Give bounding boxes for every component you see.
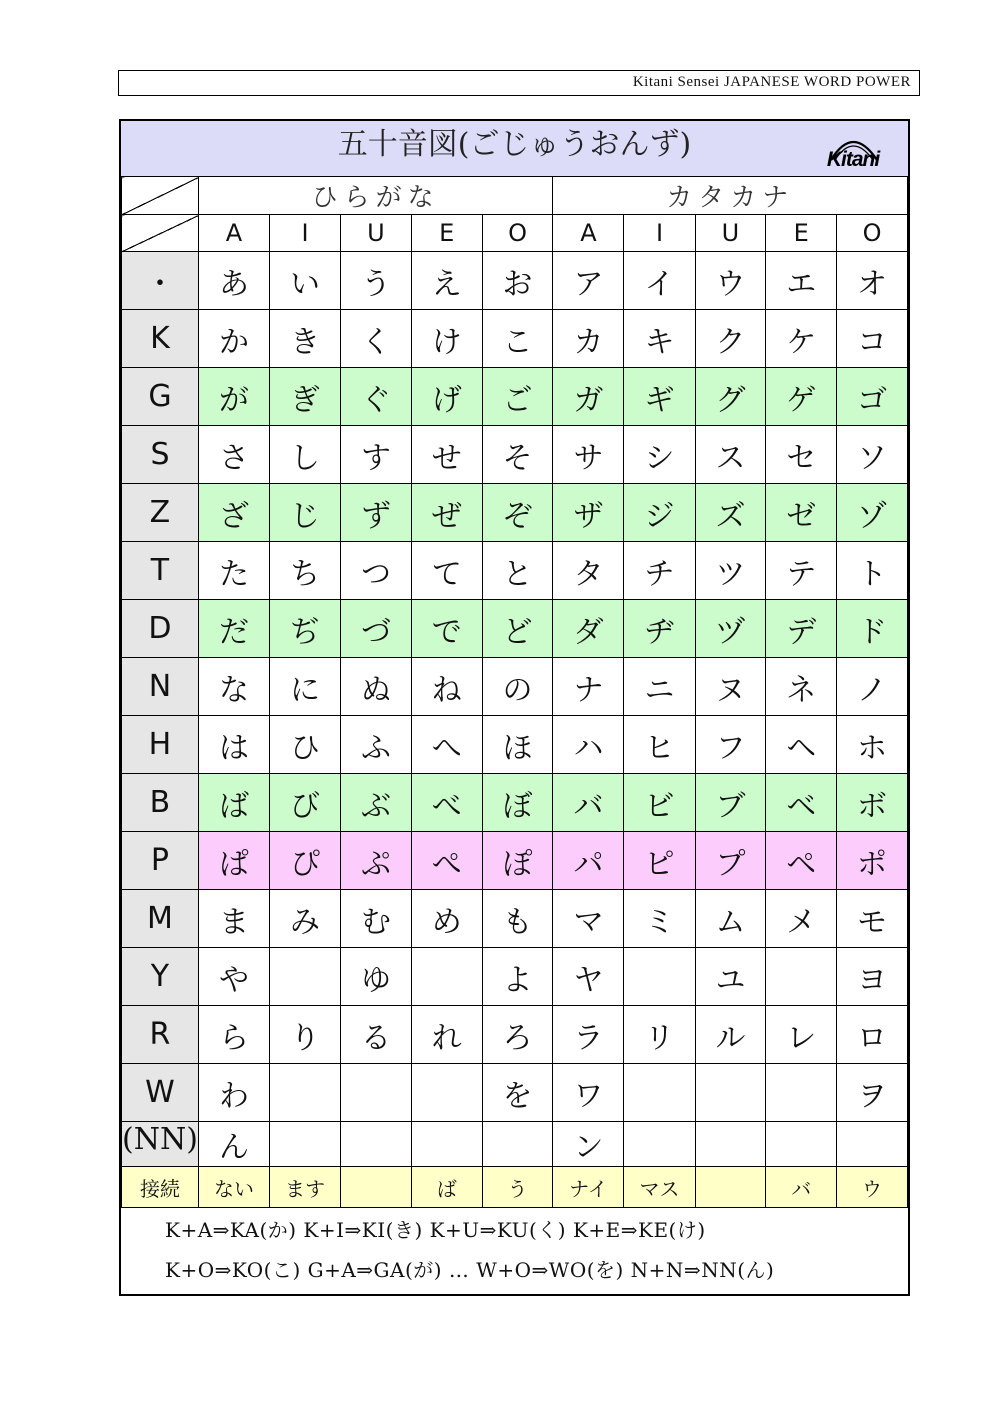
hiragana-cell: ほ <box>482 716 553 774</box>
katakana-cell: ゾ <box>837 484 908 542</box>
hiragana-cell: の <box>482 658 553 716</box>
hiragana-cell: ぴ <box>270 832 341 890</box>
katakana-cell: メ <box>766 890 837 948</box>
katakana-cell: ブ <box>695 774 766 832</box>
hiragana-cell: ら <box>198 1006 269 1064</box>
katakana-cell: オ <box>837 252 908 310</box>
katakana-cell: ク <box>695 310 766 368</box>
kana-row <box>122 948 908 1006</box>
vowel-header: E <box>766 215 837 252</box>
row-label: P <box>122 832 199 890</box>
hiragana-cell: め <box>411 890 482 948</box>
katakana-cell: ト <box>837 542 908 600</box>
katakana-cell: ガ <box>553 368 624 426</box>
hiragana-cell <box>341 1122 412 1167</box>
katakana-cell: ゼ <box>766 484 837 542</box>
hiragana-cell: は <box>198 716 269 774</box>
katakana-cell: ジ <box>624 484 695 542</box>
hiragana-cell: ぢ <box>270 600 341 658</box>
katakana-cell: デ <box>766 600 837 658</box>
kana-row <box>122 1064 908 1122</box>
hiragana-cell: ぺ <box>411 832 482 890</box>
hiragana-cell: く <box>341 310 412 368</box>
katakana-cell <box>766 1122 837 1167</box>
hiragana-cell: ぷ <box>341 832 412 890</box>
hiragana-cell: へ <box>411 716 482 774</box>
hiragana-cell: な <box>198 658 269 716</box>
katakana-cell <box>624 1122 695 1167</box>
hiragana-cell: こ <box>482 310 553 368</box>
hiragana-cell: わ <box>198 1064 269 1122</box>
katakana-cell: ダ <box>553 600 624 658</box>
vowel-header: U <box>695 215 766 252</box>
hiragana-cell: す <box>341 426 412 484</box>
kana-row <box>122 658 908 716</box>
kana-row <box>122 542 908 600</box>
note-line: K+O⇒KO(こ) G+A⇒GA(が) … W+O⇒WO(を) N+N⇒NN(ん) <box>165 1258 775 1282</box>
katakana-cell: ン <box>553 1122 624 1167</box>
hiragana-cell: べ <box>411 774 482 832</box>
katakana-cell <box>624 1064 695 1122</box>
katakana-cell: ツ <box>695 542 766 600</box>
hiragana-cell: さ <box>198 426 269 484</box>
hiragana-cell <box>270 948 341 1006</box>
document-header: Kitani Sensei JAPANESE WORD POWER <box>118 70 920 96</box>
vowel-header: O <box>837 215 908 252</box>
kana-row <box>122 310 908 368</box>
row-label: M <box>122 890 199 948</box>
note-line: K+A⇒KA(か) K+I⇒KI(き) K+U⇒KU(く) K+E⇒KE(け) <box>165 1218 706 1242</box>
katakana-cell: ヒ <box>624 716 695 774</box>
hiragana-cell: い <box>270 252 341 310</box>
hiragana-cell <box>270 1122 341 1167</box>
kana-row <box>122 716 908 774</box>
kitani-logo <box>821 130 885 174</box>
katakana-cell: ロ <box>837 1006 908 1064</box>
kana-row <box>122 1006 908 1064</box>
katakana-cell: ヂ <box>624 600 695 658</box>
katakana-cell: ベ <box>766 774 837 832</box>
kana-row <box>122 1122 908 1167</box>
hiragana-cell: と <box>482 542 553 600</box>
katakana-cell: エ <box>766 252 837 310</box>
kana-row <box>122 484 908 542</box>
katakana-cell: ポ <box>837 832 908 890</box>
katakana-cell: ウ <box>837 1167 908 1208</box>
katakana-cell: ケ <box>766 310 837 368</box>
kana-row <box>122 832 908 890</box>
row-label: 接続 <box>122 1167 199 1208</box>
kana-row <box>122 890 908 948</box>
hiragana-cell: お <box>482 252 553 310</box>
katakana-cell: チ <box>624 542 695 600</box>
hiragana-cell: て <box>411 542 482 600</box>
hiragana-cell: や <box>198 948 269 1006</box>
hiragana-cell: ざ <box>198 484 269 542</box>
katakana-cell: ニ <box>624 658 695 716</box>
hiragana-cell <box>270 1064 341 1122</box>
katakana-cell: フ <box>695 716 766 774</box>
katakana-header: カタカナ <box>553 177 908 215</box>
katakana-cell: ビ <box>624 774 695 832</box>
katakana-cell <box>766 1064 837 1122</box>
katakana-cell: ハ <box>553 716 624 774</box>
katakana-cell: レ <box>766 1006 837 1064</box>
logo-text: Kitani <box>826 148 880 171</box>
katakana-cell: プ <box>695 832 766 890</box>
row-label: R <box>122 1006 199 1064</box>
katakana-cell: ノ <box>837 658 908 716</box>
hiragana-cell <box>341 1167 412 1208</box>
katakana-cell: ヤ <box>553 948 624 1006</box>
katakana-cell: ヌ <box>695 658 766 716</box>
hiragana-cell: そ <box>482 426 553 484</box>
hiragana-cell: え <box>411 252 482 310</box>
katakana-cell: ソ <box>837 426 908 484</box>
vowel-header-row <box>122 215 908 252</box>
kana-row <box>122 426 908 484</box>
katakana-cell: バ <box>766 1167 837 1208</box>
katakana-cell: ズ <box>695 484 766 542</box>
katakana-cell: ゴ <box>837 368 908 426</box>
vowel-header: E <box>411 215 482 252</box>
katakana-cell: サ <box>553 426 624 484</box>
row-label: D <box>122 600 199 658</box>
hiragana-cell: ど <box>482 600 553 658</box>
katakana-cell: カ <box>553 310 624 368</box>
chart-title: 五十音図(ごじゅうおんず) <box>337 127 692 162</box>
hiragana-cell: ふ <box>341 716 412 774</box>
hiragana-cell: を <box>482 1064 553 1122</box>
hiragana-cell: ゆ <box>341 948 412 1006</box>
script-header-row <box>122 177 908 215</box>
hiragana-cell: ます <box>270 1167 341 1208</box>
katakana-cell: ム <box>695 890 766 948</box>
katakana-cell: ユ <box>695 948 766 1006</box>
katakana-cell: マ <box>553 890 624 948</box>
katakana-cell: ホ <box>837 716 908 774</box>
katakana-cell: ド <box>837 600 908 658</box>
katakana-cell: ペ <box>766 832 837 890</box>
katakana-cell: ピ <box>624 832 695 890</box>
hiragana-cell: け <box>411 310 482 368</box>
hiragana-cell <box>411 1064 482 1122</box>
hiragana-cell: ち <box>270 542 341 600</box>
hiragana-cell: し <box>270 426 341 484</box>
hiragana-header: ひらがな <box>198 177 553 215</box>
katakana-cell: シ <box>624 426 695 484</box>
katakana-cell: バ <box>553 774 624 832</box>
hiragana-cell: せ <box>411 426 482 484</box>
hiragana-cell: か <box>198 310 269 368</box>
chart-title-row <box>121 121 908 177</box>
katakana-cell: ネ <box>766 658 837 716</box>
katakana-cell: ミ <box>624 890 695 948</box>
hiragana-cell: だ <box>198 600 269 658</box>
row-label: H <box>122 716 199 774</box>
hiragana-cell: に <box>270 658 341 716</box>
hiragana-cell: ね <box>411 658 482 716</box>
hiragana-cell: で <box>411 600 482 658</box>
katakana-cell: ウ <box>695 252 766 310</box>
corner-cell <box>122 177 199 215</box>
hiragana-cell: げ <box>411 368 482 426</box>
hiragana-cell: ま <box>198 890 269 948</box>
hiragana-cell: ん <box>198 1122 269 1167</box>
kana-row <box>122 252 908 310</box>
katakana-cell: ヅ <box>695 600 766 658</box>
vowel-header: A <box>553 215 624 252</box>
hiragana-cell: み <box>270 890 341 948</box>
kana-row <box>122 368 908 426</box>
hiragana-cell: ず <box>341 484 412 542</box>
hiragana-cell: ぜ <box>411 484 482 542</box>
katakana-cell <box>624 948 695 1006</box>
katakana-cell: ア <box>553 252 624 310</box>
katakana-cell: テ <box>766 542 837 600</box>
row-label: T <box>122 542 199 600</box>
hiragana-cell: ば <box>411 1167 482 1208</box>
vowel-header: A <box>198 215 269 252</box>
row-label: W <box>122 1064 199 1122</box>
hiragana-cell: ない <box>198 1167 269 1208</box>
row-label: S <box>122 426 199 484</box>
hiragana-cell: う <box>341 252 412 310</box>
connection-row <box>122 1167 908 1208</box>
romanization-notes <box>121 1210 908 1294</box>
katakana-cell <box>695 1064 766 1122</box>
hiragana-cell: ご <box>482 368 553 426</box>
hiragana-cell <box>341 1064 412 1122</box>
katakana-cell: ヨ <box>837 948 908 1006</box>
row-label: Z <box>122 484 199 542</box>
katakana-cell <box>766 948 837 1006</box>
katakana-cell: ナ <box>553 658 624 716</box>
hiragana-cell: が <box>198 368 269 426</box>
katakana-cell: ナイ <box>553 1167 624 1208</box>
vowel-header: O <box>482 215 553 252</box>
hiragana-cell <box>411 1122 482 1167</box>
hiragana-cell: つ <box>341 542 412 600</box>
katakana-cell: ゲ <box>766 368 837 426</box>
vowel-header: U <box>341 215 412 252</box>
hiragana-cell: ぬ <box>341 658 412 716</box>
katakana-cell: リ <box>624 1006 695 1064</box>
kana-row <box>122 600 908 658</box>
hiragana-cell: ぞ <box>482 484 553 542</box>
hiragana-cell: れ <box>411 1006 482 1064</box>
hiragana-cell <box>411 948 482 1006</box>
hiragana-cell: ぼ <box>482 774 553 832</box>
hiragana-cell: ぶ <box>341 774 412 832</box>
hiragana-cell: る <box>341 1006 412 1064</box>
hiragana-cell: よ <box>482 948 553 1006</box>
hiragana-cell: づ <box>341 600 412 658</box>
vowel-header: I <box>624 215 695 252</box>
row-label: N <box>122 658 199 716</box>
row-label: G <box>122 368 199 426</box>
katakana-cell: ル <box>695 1006 766 1064</box>
katakana-cell: ギ <box>624 368 695 426</box>
hiragana-cell: き <box>270 310 341 368</box>
row-label: B <box>122 774 199 832</box>
hiragana-cell <box>482 1122 553 1167</box>
katakana-cell: ラ <box>553 1006 624 1064</box>
katakana-cell: キ <box>624 310 695 368</box>
katakana-cell: グ <box>695 368 766 426</box>
katakana-cell: ワ <box>553 1064 624 1122</box>
hiragana-cell: ひ <box>270 716 341 774</box>
hiragana-cell: り <box>270 1006 341 1064</box>
hiragana-cell: む <box>341 890 412 948</box>
katakana-cell: モ <box>837 890 908 948</box>
katakana-cell: ヘ <box>766 716 837 774</box>
hiragana-cell: ば <box>198 774 269 832</box>
hiragana-cell: ぐ <box>341 368 412 426</box>
row-label: ・ <box>122 252 199 310</box>
kana-table <box>121 176 908 1208</box>
gojuon-chart <box>119 119 910 1296</box>
katakana-cell: ザ <box>553 484 624 542</box>
katakana-cell: パ <box>553 832 624 890</box>
katakana-cell: ス <box>695 426 766 484</box>
kana-row <box>122 774 908 832</box>
katakana-cell <box>695 1167 766 1208</box>
katakana-cell <box>695 1122 766 1167</box>
hiragana-cell: じ <box>270 484 341 542</box>
hiragana-cell: ぱ <box>198 832 269 890</box>
katakana-cell <box>837 1122 908 1167</box>
katakana-cell: タ <box>553 542 624 600</box>
row-label: Y <box>122 948 199 1006</box>
katakana-cell: ボ <box>837 774 908 832</box>
hiragana-cell: ぽ <box>482 832 553 890</box>
katakana-cell: マス <box>624 1167 695 1208</box>
hiragana-cell: ろ <box>482 1006 553 1064</box>
katakana-cell: セ <box>766 426 837 484</box>
katakana-cell: コ <box>837 310 908 368</box>
hiragana-cell: び <box>270 774 341 832</box>
vowel-header: I <box>270 215 341 252</box>
hiragana-cell: あ <box>198 252 269 310</box>
row-label: (NN) <box>122 1122 199 1167</box>
katakana-cell: ヲ <box>837 1064 908 1122</box>
hiragana-cell: た <box>198 542 269 600</box>
hiragana-cell: う <box>482 1167 553 1208</box>
row-label: K <box>122 310 199 368</box>
corner-cell <box>122 215 199 252</box>
hiragana-cell: も <box>482 890 553 948</box>
hiragana-cell: ぎ <box>270 368 341 426</box>
katakana-cell: イ <box>624 252 695 310</box>
